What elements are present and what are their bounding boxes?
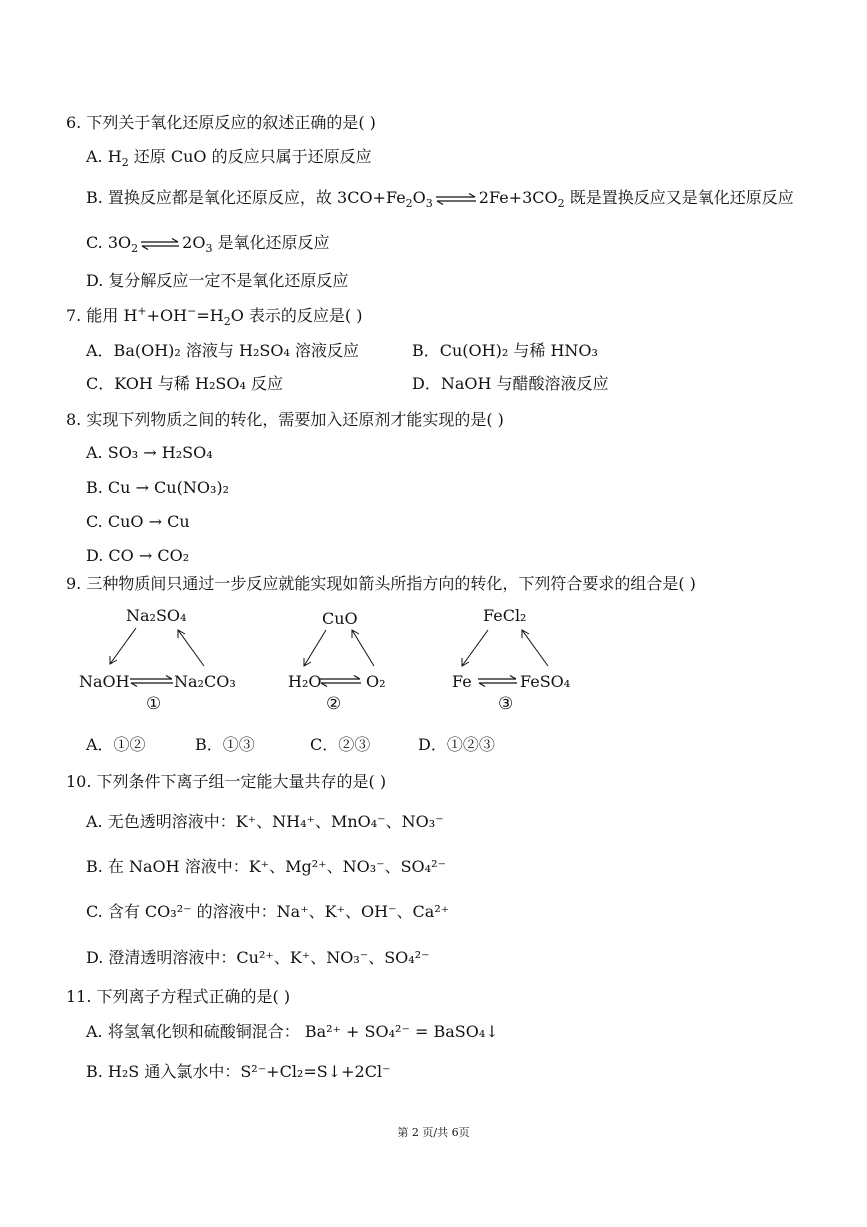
q6-b-after: 2Fe+3CO [478,188,558,207]
q7-tail: O 表示的反应是( ) [230,306,363,325]
q6-b-sub3: 2 [557,197,565,211]
diagram1-arrows [76,604,246,714]
q6-b-prefix: B. 置换反应都是氧化还原反应，故 3CO+Fe [86,188,406,207]
equilibrium-arrow-icon [435,193,477,205]
q7-option-b: B．Cu(OH)₂ 与稀 HNO₃ [412,341,598,360]
q8-stem: 8. 实现下列物质之间的转化，需要加入还原剂才能实现的是( ) [66,410,504,429]
q8-option-c: C. CuO → Cu [86,512,190,531]
diagram3-top-node: FeCl₂ [483,606,527,625]
diagram3-left-node: Fe [452,672,472,691]
q7-sup1: + [137,304,147,318]
q6-option-a [86,146,372,168]
q6-c-prefix: C. 3O [86,233,132,252]
q9-diagram-3 [448,604,588,714]
q10-option-b: B. 在 NaOH 溶液中：K⁺、Mg²⁺、NO₃⁻、SO₄²⁻ [86,857,446,876]
q9-option-d: D．①②③ [418,735,495,754]
q11-option-b: B. H₂S 通入氯水中：S²⁻+Cl₂=S↓+2Cl⁻ [86,1062,391,1081]
q6-c-tail: 是氧化还原反应 [212,233,330,252]
diagram2-arrows [282,604,412,714]
q6-c-sub2: 3 [205,242,213,256]
q7-option-a: A．Ba(OH)₂ 溶液与 H₂SO₄ 溶液反应 [86,341,359,360]
q7-option-d: D．NaOH 与醋酸溶液反应 [412,374,609,393]
q6-c-sub1: 2 [131,242,139,256]
diagram1-left-node: NaOH [79,672,130,691]
q9-option-c: C．②③ [310,735,371,754]
diagram3-right-node: FeSO₄ [520,672,571,691]
diagram2-left-node: H₂O [288,672,322,691]
q6-a-rest: 还原 CuO 的反应只属于还原反应 [128,147,372,166]
q10-option-c: C. 含有 CO₃²⁻ 的溶液中：Na⁺、K⁺、OH⁻、Ca²⁺ [86,902,450,921]
q11-stem: 11. 下列离子方程式正确的是( ) [66,987,291,1006]
q7-stem-pre: 7. 能用 H [66,306,138,325]
q10-option-a: A. 无色透明溶液中：K⁺、NH₄⁺、MnO₄⁻、NO₃⁻ [86,812,444,831]
q6-b-sub2: 3 [425,197,433,211]
q6-b-mid: O [412,188,426,207]
q6-a-prefix: A. H [86,147,122,166]
q9-option-b: B．①③ [195,735,255,754]
q7-option-c: C．KOH 与稀 H₂SO₄ 反应 [86,374,283,393]
q6-option-d: D. 复分解反应一定不是氧化还原反应 [86,271,349,290]
q7-mid: +OH [146,306,188,325]
q6-b-sub1: 2 [405,197,413,211]
equilibrium-arrow-icon [140,238,180,250]
q7-post: =H [196,306,224,325]
q6-b-tail: 既是置换反应又是氧化还原反应 [564,188,794,207]
diagram1-number: ① [146,694,162,714]
q9-diagram-1 [76,604,246,714]
q6-option-b [86,187,794,209]
q10-stem: 10. 下列条件下离子组一定能大量共存的是( ) [66,772,387,791]
q6-stem: 6. 下列关于氧化还原反应的叙述正确的是( ) [66,113,376,132]
q8-option-d: D. CO → CO₂ [86,546,190,565]
q8-option-b: B. Cu → Cu(NO₃)₂ [86,478,230,497]
q7-stem [66,305,362,327]
q7-sup2: − [187,304,197,318]
q7-sub: 2 [223,315,231,329]
q11-option-a: A. 将氢氧化钡和硫酸铜混合： Ba²⁺ + SO₄²⁻ = BaSO₄↓ [86,1022,499,1041]
q9-diagram-2 [282,604,412,714]
q10-option-d: D. 澄清透明溶液中：Cu²⁺、K⁺、NO₃⁻、SO₄²⁻ [86,948,430,967]
diagram3-number: ③ [498,694,514,714]
diagram2-right-node: O₂ [366,672,386,691]
q9-stem: 9. 三种物质间只通过一步反应就能实现如箭头所指方向的转化，下列符合要求的组合是( ) [66,574,696,593]
diagram1-top-node: Na₂SO₄ [126,606,187,625]
diagram2-number: ② [326,694,342,714]
diagram3-arrows [448,604,588,714]
q6-a-sub: 2 [121,156,129,170]
diagram1-right-node: Na₂CO₃ [174,672,236,691]
q8-option-a: A. SO₃ → H₂SO₄ [86,443,213,462]
q6-c-mid: 2O [182,233,206,252]
diagram2-top-node: CuO [322,609,358,628]
q9-option-a: A．①② [86,735,146,754]
q6-option-c [86,232,330,254]
page-number: 第 2 页/共 6页 [397,1126,470,1139]
